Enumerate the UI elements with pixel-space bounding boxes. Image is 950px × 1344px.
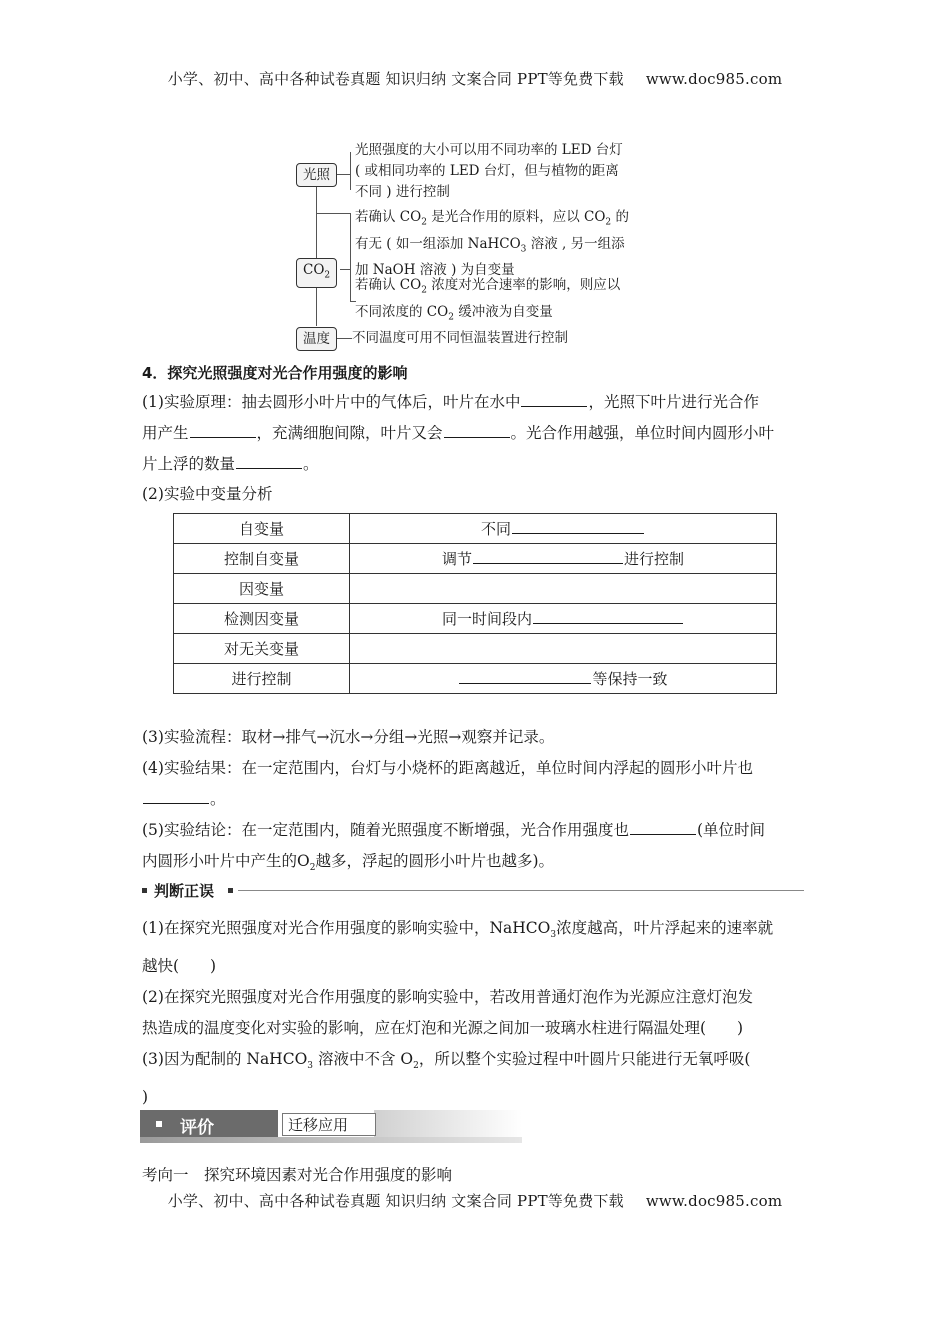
- table-row: 控制自变量 调节 进行控制: [174, 544, 777, 574]
- bullet-icon: [156, 1121, 162, 1127]
- header-url: www.doc985.com: [645, 70, 783, 88]
- footer-url: www.doc985.com: [645, 1192, 783, 1210]
- principle-paragraph: (1)实验原理：抽去圆形小叶片中的气体后，叶片在水中 ，光照下叶片进行光合作 用产生 ，充满细胞间隙，叶片又会 。光合作用越强，单位时间内圆形小叶 片上浮的数量 。: [142, 393, 775, 473]
- tag-co2: $CO_2$: [296, 258, 337, 288]
- topic-heading: 考向一 探究环境因素对光合作用强度的影响: [142, 1166, 453, 1184]
- tag-light: 光照: [296, 163, 337, 187]
- answer-blank[interactable]: [444, 436, 510, 438]
- light-bracket: [350, 152, 351, 190]
- evaluation-sublabel: 迁移应用: [288, 1116, 349, 1134]
- table-row: 因变量: [174, 574, 777, 604]
- answer-blank[interactable]: [190, 436, 256, 438]
- evaluation-label: 评价: [180, 1118, 214, 1138]
- results-paragraphs: (3)实验流程：取材→排气→沉水→分组→光照→观察并记录。 (4)实验结果：在一定范围内，台灯与小烧杯的距离越近，单位时间内浮起的圆形小叶片也 。 (5)实验结论：在一定范围内，随着光照强度不断增强，光合作用强度也 (单位时间 内圆形小叶片中产生的$O_2$越多，浮起的圆形小叶片也越多)。: [142, 728, 766, 874]
- variable-analysis-label: (2)实验中变量分析: [142, 485, 273, 503]
- answer-blank[interactable]: [236, 467, 302, 469]
- page-header: [0, 68, 950, 89]
- judge-question-3: (3)因为配制的 NaHCO$_3$ 溶液中不含 $O_2$，所以整个实验过程中叶圆片只能进行无氧呼吸(: [142, 1050, 751, 1072]
- header-text: 小学、初中、高中各种试卷真题 知识归纳 文案合同 PPT等免费下载: [167, 70, 624, 88]
- table-row: 自变量 不同: [174, 514, 777, 544]
- judge-questions: (1)在探究光照强度对光合作用强度的影响实验中，NaHCO$_3$浓度越高，叶片浮起来的速率就 越快( ) (2)在探究光照强度对光合作用强度的影响实验中，若改用普通灯泡作为光源应注意灯泡发 热造成的温度变化对实验的影响，应在灯泡和光源之间加一玻璃水柱进行隔温处理( ) (3)因为配制的 NaHCO$_3$ 溶液中不含 $O_2$，所以整个实验过程中叶圆片只能进行无氧呼吸( ): [142, 913, 814, 1113]
- footer-text: 小学、初中、高中各种试卷真题 知识归纳 文案合同 PPT等免费下载: [167, 1192, 624, 1210]
- co2-bracket: [350, 213, 351, 301]
- judge-question-1: (1)在探究光照强度对光合作用强度的影响实验中，NaHCO$_3$浓度越高，叶片浮起来的速率就: [142, 919, 774, 941]
- variable-table: [173, 513, 777, 694]
- answer-cell[interactable]: [350, 634, 777, 664]
- answer-blank[interactable]: [143, 802, 209, 804]
- answer-blank[interactable]: [473, 562, 623, 564]
- light-note: 光照强度的大小可以用不同功率的 LED 台灯 ( 或相同功率的 LED 台灯，但与植物的距离 不同 ) 进行控制: [355, 142, 623, 200]
- temperature-note: 不同温度可用不同恒温装置进行控制: [352, 330, 568, 346]
- answer-cell[interactable]: [350, 574, 777, 604]
- judge-section-bar: [142, 880, 804, 900]
- table-row: 检测因变量 同一时间段内: [174, 604, 777, 634]
- diagram-trunk: [316, 186, 317, 326]
- section-title: 4．探究光照强度对光合作用强度的影响: [142, 364, 408, 382]
- judge-title: 判断正误: [154, 882, 215, 900]
- evaluation-banner: [140, 1110, 522, 1143]
- tag-temperature: 温度: [296, 327, 337, 351]
- judge-question-2: (2)在探究光照强度对光合作用强度的影响实验中，若改用普通灯泡作为光源应注意灯泡发: [142, 988, 753, 1007]
- answer-blank[interactable]: [459, 682, 591, 684]
- page-footer: [0, 1190, 950, 1211]
- answer-blank[interactable]: [630, 833, 696, 835]
- table-row: 对无关变量: [174, 634, 777, 664]
- table-row: 进行控制 等保持一致: [174, 664, 777, 694]
- co2-note-b: 若确认 $CO_2$ 浓度对光合速率的影响，则应以 不同浓度的 $CO_2$ 缓冲液为自变量: [355, 277, 621, 323]
- answer-blank[interactable]: [521, 405, 587, 407]
- co2-note-a: 若确认 $CO_2$ 是光合作用的原料，应以 $CO_2$ 的 有无 ( 如一组添加 NaHCO$_3$ 溶液 , 另一组添 加 NaOH 溶液 ) 为自变量: [355, 209, 629, 279]
- answer-blank[interactable]: [533, 622, 683, 624]
- answer-blank[interactable]: [512, 532, 644, 534]
